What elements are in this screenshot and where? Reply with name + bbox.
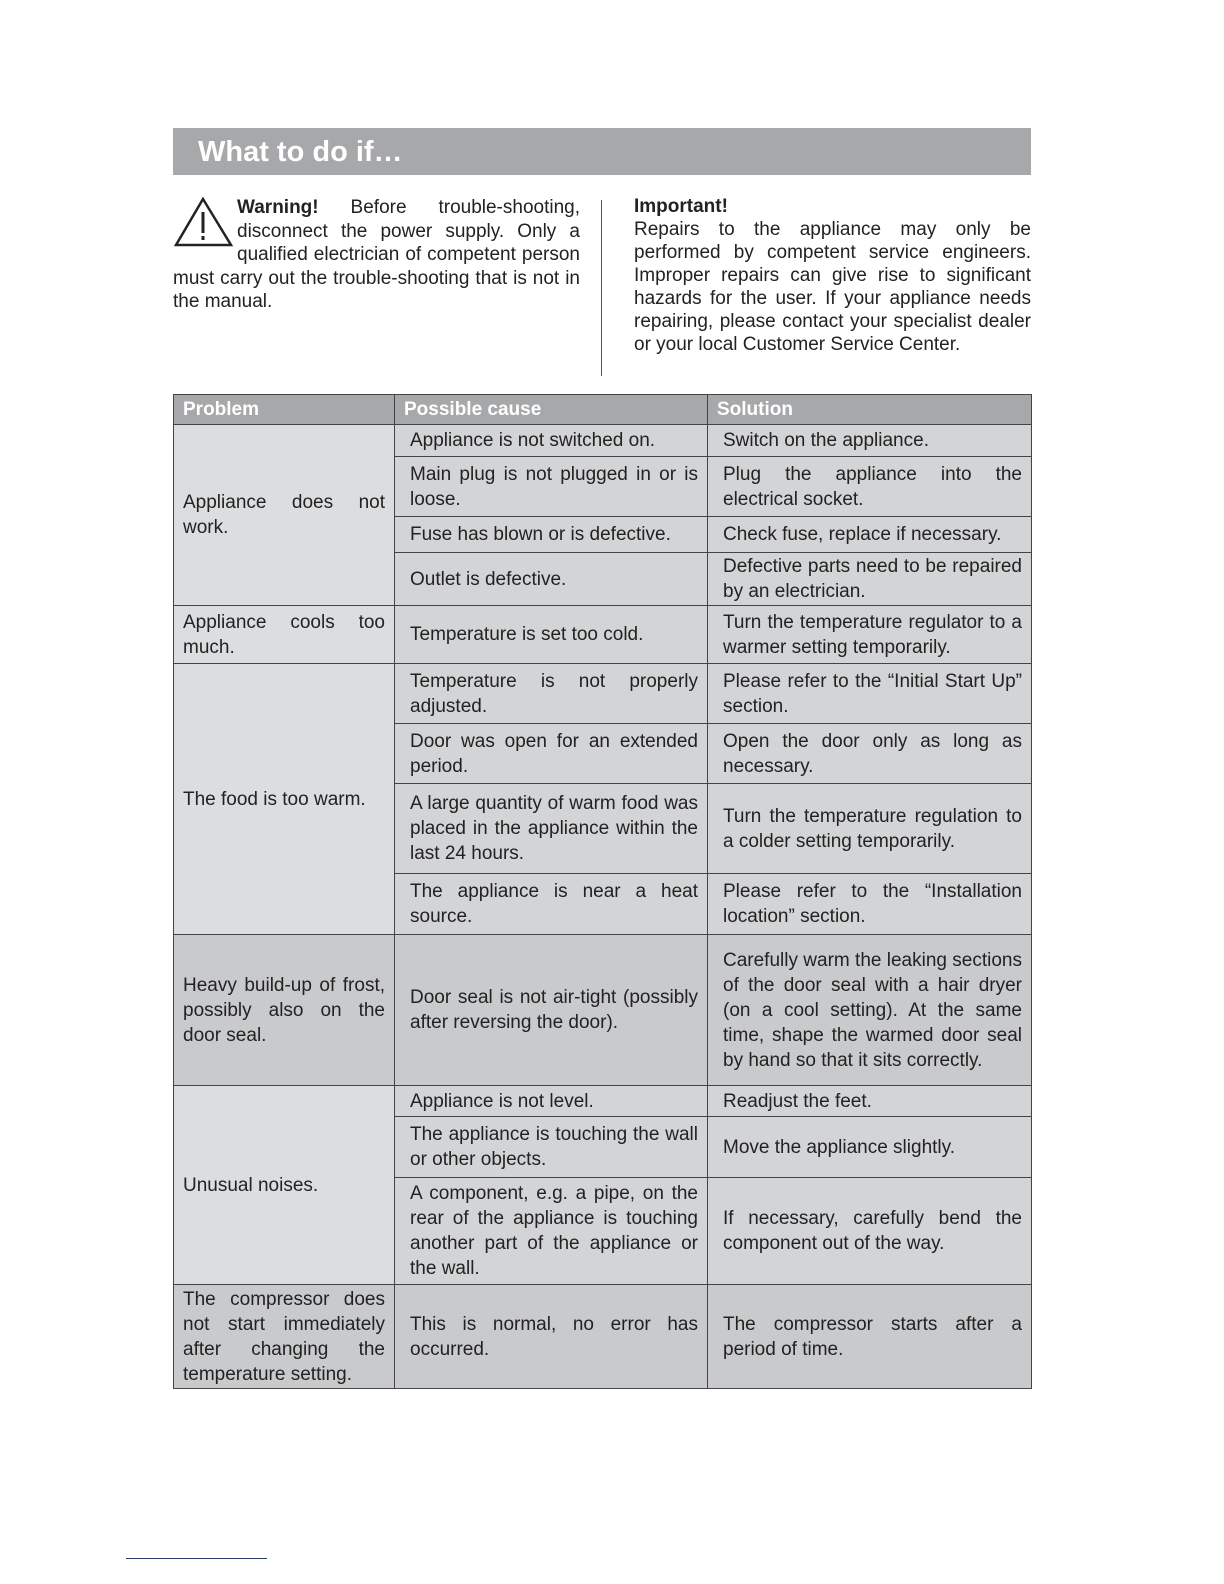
solution-cell: Check fuse, replace if necessary. xyxy=(708,517,1032,553)
solution-cell: Turn the temperature regulator to a warmer setting temporarily. xyxy=(708,606,1032,664)
solution-cell: Defective parts need to be repaired by an electrician. xyxy=(708,553,1032,606)
cause-cell: A component, e.g. a pipe, on the rear of the appliance is touching another part of the appliance or the wall. xyxy=(395,1178,708,1285)
problem-cell: The compressor does not start immediately after changing the temperature setting. xyxy=(174,1285,395,1389)
problem-cell: Heavy build-up of frost, possibly also on the door seal. xyxy=(174,935,395,1086)
cause-cell: The appliance is near a heat source. xyxy=(395,874,708,935)
footer-rule xyxy=(126,1558,267,1559)
cause-cell: Fuse has blown or is defective. xyxy=(395,517,708,553)
column-divider xyxy=(601,200,602,376)
solution-cell: Plug the appliance into the electrical socket. xyxy=(708,457,1032,517)
table-header-row xyxy=(174,395,1032,425)
cause-cell: Outlet is defective. xyxy=(395,553,708,606)
cause-cell: Temperature is set too cold. xyxy=(395,606,708,664)
table-row xyxy=(174,425,1032,457)
cause-cell: A large quantity of warm food was placed in the appliance within the last 24 hours. xyxy=(395,784,708,874)
cause-cell: Door was open for an extended period. xyxy=(395,724,708,784)
important-note xyxy=(634,195,1031,356)
cause-cell: Door seal is not air-tight (possibly after reversing the door). xyxy=(395,935,708,1086)
table-row xyxy=(174,664,1032,724)
cause-cell: The appliance is touching the wall or other objects. xyxy=(395,1117,708,1178)
warning-triangle-icon xyxy=(173,196,235,248)
cause-cell: Appliance is not switched on. xyxy=(395,425,708,457)
cause-cell: Appliance is not level. xyxy=(395,1086,708,1117)
solution-cell: Turn the temperature regulation to a colder setting temporarily. xyxy=(708,784,1032,874)
warning-note xyxy=(173,196,580,314)
cause-cell: This is normal, no error has occurred. xyxy=(395,1285,708,1389)
table-row xyxy=(174,1285,1032,1389)
troubleshooting-table xyxy=(173,394,1032,1389)
solution-cell: Open the door only as long as necessary. xyxy=(708,724,1032,784)
problem-cell: Unusual noises. xyxy=(174,1086,395,1285)
table-row xyxy=(174,935,1032,1086)
table-row xyxy=(174,606,1032,664)
solution-cell: The compressor starts after a period of time. xyxy=(708,1285,1032,1389)
warning-text: Before trouble-shooting, disconnect the power supply. Only a qualified electrician of competent person must carry out the trouble-shooting that is not in the manual. xyxy=(173,197,580,312)
solution-cell: Readjust the feet. xyxy=(708,1086,1032,1117)
important-text: Repairs to the appliance may only be performed by competent service engineers. Improper repairs can give rise to significant hazards for the user. If your appliance needs repairing, please contact your specialist dealer or your local Customer Service Center. xyxy=(634,219,1031,355)
header-solution: Solution xyxy=(708,395,1032,425)
problem-cell: Appliance does not work. xyxy=(174,425,395,606)
solution-cell: Switch on the appliance. xyxy=(708,425,1032,457)
header-cause: Possible cause xyxy=(395,395,708,425)
section-banner xyxy=(173,128,1031,175)
solution-cell: If necessary, carefully bend the component out of the way. xyxy=(708,1178,1032,1285)
warning-label: Warning! xyxy=(237,197,319,218)
solution-cell: Please refer to the “Installation location” section. xyxy=(708,874,1032,935)
cause-cell: Main plug is not plugged in or is loose. xyxy=(395,457,708,517)
solution-cell: Please refer to the “Initial Start Up” section. xyxy=(708,664,1032,724)
solution-cell: Carefully warm the leaking sections of the door seal with a hair dryer (on a cool setting). At the same time, shape the warmed door seal by hand so that it sits correctly. xyxy=(708,935,1032,1086)
solution-cell: Move the appliance slightly. xyxy=(708,1117,1032,1178)
problem-cell: The food is too warm. xyxy=(174,664,395,935)
cause-cell: Temperature is not properly adjusted. xyxy=(395,664,708,724)
important-label: Important! xyxy=(634,196,728,217)
header-problem: Problem xyxy=(174,395,395,425)
problem-cell: Appliance cools too much. xyxy=(174,606,395,664)
table-row xyxy=(174,1086,1032,1117)
page-title: What to do if… xyxy=(198,136,403,168)
